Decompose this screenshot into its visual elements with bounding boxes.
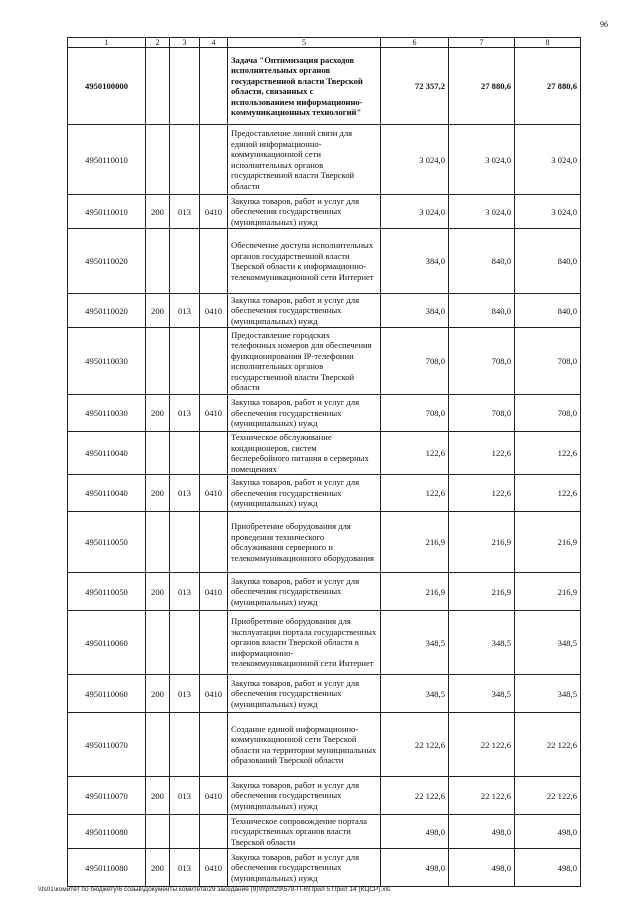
table-row — [68, 713, 581, 777]
row-col3-cell — [170, 328, 200, 395]
row-value6-cell: 216,9 — [381, 573, 449, 611]
table-row — [68, 395, 581, 432]
budget-table — [67, 37, 581, 887]
row-description-cell: Предоставление городских телефонных номеров для обеспечения функционирования IP-телефонии исполнительных органов государственной власти Тверской области — [228, 328, 381, 395]
row-code-cell: 4950110020 — [68, 294, 146, 328]
row-value7-cell: 348,5 — [449, 611, 515, 675]
row-value7-cell: 498,0 — [449, 849, 515, 887]
row-code-cell: 4950110080 — [68, 815, 146, 849]
row-value6-cell: 348,5 — [381, 675, 449, 713]
row-value8-cell: 708,0 — [515, 328, 581, 395]
row-col3-cell: 013 — [170, 573, 200, 611]
row-code-cell: 4950110060 — [68, 611, 146, 675]
row-col3-cell — [170, 713, 200, 777]
row-col3-cell — [170, 815, 200, 849]
row-value7-cell: 708,0 — [449, 328, 515, 395]
row-col3-cell — [170, 48, 200, 125]
row-code-cell: 4950110080 — [68, 849, 146, 887]
row-col3-cell: 013 — [170, 294, 200, 328]
row-col3-cell — [170, 125, 200, 195]
row-code-cell: 4950110040 — [68, 432, 146, 475]
row-col4-cell — [200, 713, 228, 777]
row-col4-cell: 0410 — [200, 675, 228, 713]
row-value8-cell: 498,0 — [515, 815, 581, 849]
row-description-cell: Закупка товаров, работ и услуг для обеспечения государственных (муниципальных) нужд — [228, 777, 381, 815]
row-value7-cell: 27 880,6 — [449, 48, 515, 125]
row-col2-cell: 200 — [146, 195, 170, 229]
row-description-cell: Закупка товаров, работ и услуг для обеспечения государственных (муниципальных) нужд — [228, 395, 381, 432]
row-value7-cell: 708,0 — [449, 395, 515, 432]
row-value8-cell: 27 880,6 — [515, 48, 581, 125]
header-col-5: 5 — [228, 38, 381, 48]
row-col3-cell — [170, 229, 200, 294]
table-row — [68, 675, 581, 713]
row-value6-cell: 384,0 — [381, 294, 449, 328]
row-col4-cell: 0410 — [200, 294, 228, 328]
row-col2-cell — [146, 229, 170, 294]
row-code-cell: 4950110050 — [68, 573, 146, 611]
table-row — [68, 573, 581, 611]
row-value6-cell: 3 024,0 — [381, 195, 449, 229]
row-description-cell: Обеспечение доступа исполнительных органов государственной власти Тверской области к информационно-телекоммуникационной сети Интернет — [228, 229, 381, 294]
row-description-cell: Техническое обслуживание кондиционеров, систем бесперебойного питания в серверных помещениях — [228, 432, 381, 475]
row-code-cell: 4950110070 — [68, 713, 146, 777]
row-col4-cell: 0410 — [200, 573, 228, 611]
row-col3-cell: 013 — [170, 195, 200, 229]
row-code-cell: 4950110070 — [68, 777, 146, 815]
header-col-4: 4 — [200, 38, 228, 48]
row-value8-cell: 216,9 — [515, 573, 581, 611]
row-description-cell: Закупка товаров, работ и услуг для обеспечения государственных (муниципальных) нужд — [228, 195, 381, 229]
row-description-cell: Закупка товаров, работ и услуг для обеспечения государственных (муниципальных) нужд — [228, 294, 381, 328]
row-col2-cell — [146, 713, 170, 777]
header-col-1: 1 — [68, 38, 146, 48]
row-description-cell: Закупка товаров, работ и услуг для обеспечения государственных (муниципальных) нужд — [228, 475, 381, 512]
table-row — [68, 815, 581, 849]
row-value6-cell: 22 122,6 — [381, 713, 449, 777]
row-value8-cell: 348,5 — [515, 611, 581, 675]
table-row — [68, 849, 581, 887]
row-code-cell: 4950110030 — [68, 395, 146, 432]
row-col2-cell: 200 — [146, 573, 170, 611]
row-description-cell: Приобретение оборудования для проведения технического обслуживания серверного и телекоммуникационного оборудования — [228, 512, 381, 573]
row-col2-cell: 200 — [146, 294, 170, 328]
table-row — [68, 512, 581, 573]
row-value6-cell: 22 122,6 — [381, 777, 449, 815]
row-value8-cell: 22 122,6 — [515, 713, 581, 777]
header-col-7: 7 — [449, 38, 515, 48]
row-col4-cell — [200, 432, 228, 475]
row-col2-cell — [146, 125, 170, 195]
row-description-cell: Приобретение оборудования для эксплуатации портала государственных органов власти Тверской области в информационно-телекоммуникационной сети Интернет — [228, 611, 381, 675]
row-description-cell: Задача "Оптимизация расходов исполнительных органов государственной власти Тверской области, связанных с использованием информационно-коммуникационных технологий" — [228, 48, 381, 125]
row-value8-cell: 3 024,0 — [515, 125, 581, 195]
row-value7-cell: 3 024,0 — [449, 125, 515, 195]
row-col3-cell: 013 — [170, 675, 200, 713]
row-col2-cell — [146, 815, 170, 849]
row-col2-cell: 200 — [146, 395, 170, 432]
row-value7-cell: 3 024,0 — [449, 195, 515, 229]
row-col2-cell — [146, 48, 170, 125]
row-col3-cell — [170, 432, 200, 475]
row-description-cell: Закупка товаров, работ и услуг для обеспечения государственных (муниципальных) нужд — [228, 675, 381, 713]
header-col-6: 6 — [381, 38, 449, 48]
row-code-cell: 4950110020 — [68, 229, 146, 294]
row-col2-cell — [146, 512, 170, 573]
row-value6-cell: 384,0 — [381, 229, 449, 294]
row-col4-cell — [200, 229, 228, 294]
row-code-cell: 4950100000 — [68, 48, 146, 125]
row-value8-cell: 348,5 — [515, 675, 581, 713]
row-col3-cell: 013 — [170, 849, 200, 887]
row-value7-cell: 348,5 — [449, 675, 515, 713]
row-value6-cell: 348,5 — [381, 611, 449, 675]
header-col-8: 8 — [515, 38, 581, 48]
row-col2-cell: 200 — [146, 777, 170, 815]
table-row — [68, 125, 581, 195]
row-value6-cell: 498,0 — [381, 849, 449, 887]
table-header-row — [68, 38, 581, 48]
row-col3-cell: 013 — [170, 475, 200, 512]
row-code-cell: 4950110010 — [68, 125, 146, 195]
header-col-2: 2 — [146, 38, 170, 48]
row-col4-cell — [200, 815, 228, 849]
row-col2-cell: 200 — [146, 849, 170, 887]
row-col2-cell: 200 — [146, 675, 170, 713]
row-description-cell: Создание единой информационно-коммуникационной сети Тверской области на территории муниципальных образований Тверской области — [228, 713, 381, 777]
table-row — [68, 229, 581, 294]
row-value6-cell: 216,9 — [381, 512, 449, 573]
row-code-cell: 4950110060 — [68, 675, 146, 713]
row-col2-cell — [146, 611, 170, 675]
header-col-3: 3 — [170, 38, 200, 48]
table-row — [68, 195, 581, 229]
row-value7-cell: 216,9 — [449, 573, 515, 611]
table-row — [68, 611, 581, 675]
row-col4-cell — [200, 328, 228, 395]
row-col4-cell — [200, 512, 228, 573]
row-col4-cell: 0410 — [200, 475, 228, 512]
row-col3-cell: 013 — [170, 395, 200, 432]
row-col4-cell: 0410 — [200, 395, 228, 432]
row-value6-cell: 3 024,0 — [381, 125, 449, 195]
file-path-footer: \\fs01\комитет по бюджету\6 созыв\Документы комитета\29 заседание (9)\п\рп\29\578-П-6\Прил 5 Прил 14 (КЦСР).xls — [38, 886, 391, 893]
row-description-cell: Закупка товаров, работ и услуг для обеспечения государственных (муниципальных) нужд — [228, 573, 381, 611]
row-description-cell: Закупка товаров, работ и услуг для обеспечения государственных (муниципальных) нужд — [228, 849, 381, 887]
row-value6-cell: 708,0 — [381, 328, 449, 395]
table-row — [68, 48, 581, 125]
row-value8-cell: 22 122,6 — [515, 777, 581, 815]
row-value6-cell: 498,0 — [381, 815, 449, 849]
row-value7-cell: 498,0 — [449, 815, 515, 849]
row-value7-cell: 122,6 — [449, 475, 515, 512]
row-code-cell: 4950110010 — [68, 195, 146, 229]
row-value6-cell: 122,6 — [381, 432, 449, 475]
row-value8-cell: 216,9 — [515, 512, 581, 573]
row-value7-cell: 22 122,6 — [449, 777, 515, 815]
row-col2-cell: 200 — [146, 475, 170, 512]
row-col2-cell — [146, 328, 170, 395]
row-value6-cell: 122,6 — [381, 475, 449, 512]
row-col4-cell — [200, 125, 228, 195]
row-value8-cell: 840,0 — [515, 229, 581, 294]
row-code-cell: 4950110040 — [68, 475, 146, 512]
row-col4-cell — [200, 611, 228, 675]
table-row — [68, 294, 581, 328]
row-value8-cell: 498,0 — [515, 849, 581, 887]
row-col4-cell — [200, 48, 228, 125]
row-code-cell: 4950110030 — [68, 328, 146, 395]
row-value8-cell: 840,0 — [515, 294, 581, 328]
row-value7-cell: 22 122,6 — [449, 713, 515, 777]
row-value8-cell: 708,0 — [515, 395, 581, 432]
table-row — [68, 777, 581, 815]
row-value7-cell: 122,6 — [449, 432, 515, 475]
row-col3-cell — [170, 512, 200, 573]
table-row — [68, 475, 581, 512]
row-code-cell: 4950110050 — [68, 512, 146, 573]
row-col3-cell — [170, 611, 200, 675]
table-row — [68, 432, 581, 475]
row-value6-cell: 72 357,2 — [381, 48, 449, 125]
row-col4-cell: 0410 — [200, 777, 228, 815]
row-value8-cell: 122,6 — [515, 475, 581, 512]
row-value6-cell: 708,0 — [381, 395, 449, 432]
row-value7-cell: 840,0 — [449, 229, 515, 294]
row-col4-cell: 0410 — [200, 849, 228, 887]
row-description-cell: Предоставление линий связи для единой информационно-коммуникационной сети исполнительных органов государственной власти Тверской области — [228, 125, 381, 195]
row-value8-cell: 122,6 — [515, 432, 581, 475]
page-number: 96 — [600, 20, 608, 29]
row-value7-cell: 840,0 — [449, 294, 515, 328]
row-col2-cell — [146, 432, 170, 475]
row-col3-cell: 013 — [170, 777, 200, 815]
row-value7-cell: 216,9 — [449, 512, 515, 573]
row-col4-cell: 0410 — [200, 195, 228, 229]
row-value8-cell: 3 024,0 — [515, 195, 581, 229]
table-row — [68, 328, 581, 395]
row-description-cell: Техническое сопровождение портала государственных органов власти Тверской области — [228, 815, 381, 849]
